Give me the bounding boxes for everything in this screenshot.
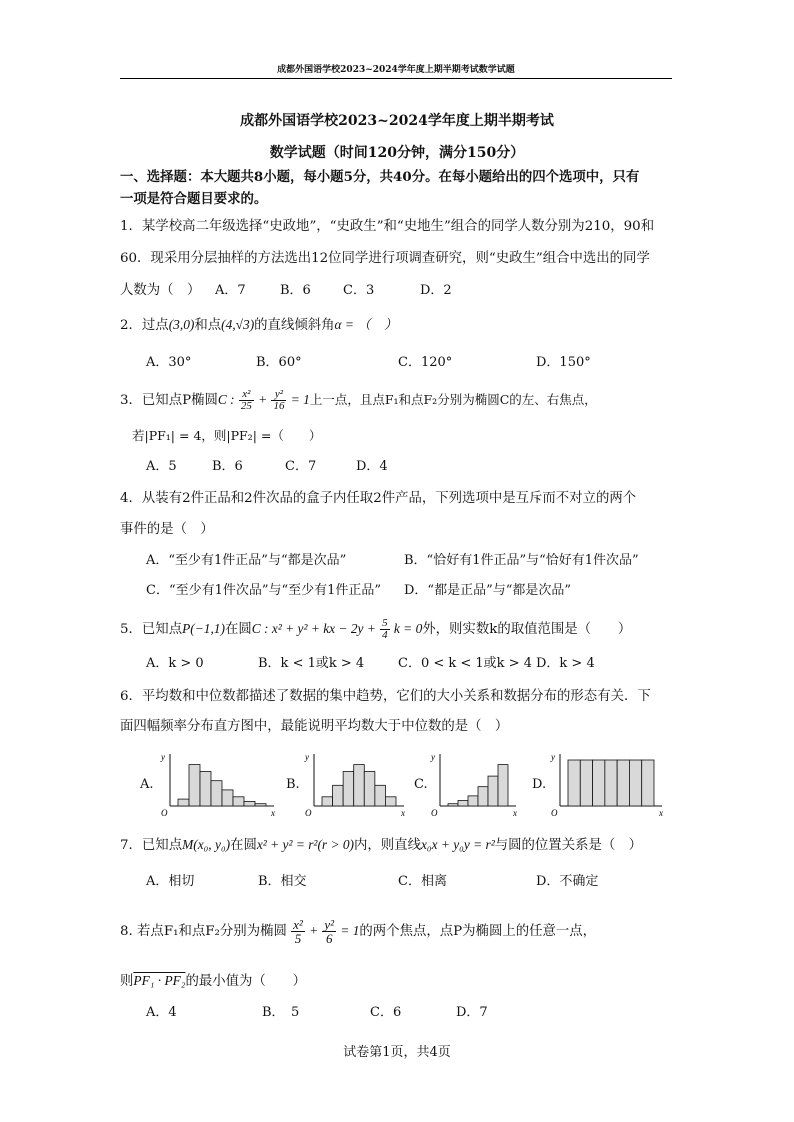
q7-option-a: A．相切 — [146, 874, 195, 889]
q3-line2: 若|PF₁| = 4，则|PF₂| =（ ） — [132, 428, 322, 443]
histogram-bar — [255, 804, 266, 806]
q6-line2: 面四幅频率分布直方图中，最能说明平均数大于中位数的是（ ） — [120, 719, 509, 734]
histogram-bar — [580, 760, 592, 806]
q8-vector-product: PF₁ · PF₂ — [133, 973, 186, 988]
q5-mid: 在圆 — [224, 622, 252, 637]
exam-subtitle: 数学试题（时间120分钟，满分150分） — [269, 145, 525, 161]
q2-mid: 和点 — [194, 318, 222, 333]
histogram-bar — [244, 801, 255, 806]
q3-option-c: C．7 — [285, 459, 317, 474]
q3-frac2-num: y² — [271, 389, 286, 401]
histogram-bar — [178, 799, 189, 806]
histogram-bar — [375, 785, 386, 806]
q1-line3: 人数为（ ） — [120, 283, 201, 298]
q2-alpha: α = （ ） — [334, 317, 398, 332]
q8-suffix: 的两个焦点，点P为椭圆上的任意一点， — [359, 924, 597, 939]
page-header: 成都外国语学校2023~2024学年度上期半期考试数学试题 — [120, 62, 672, 79]
q1-option-b: B．6 — [280, 283, 311, 298]
q8-line2 — [120, 972, 306, 991]
q3-option-d: D．4 — [356, 459, 388, 474]
histogram-bar — [354, 765, 365, 806]
histogram-bar — [468, 796, 478, 806]
q8-line2-prefix: 则 — [120, 974, 134, 989]
q3-option-b: B．6 — [212, 459, 243, 474]
q3-stem — [120, 389, 597, 412]
histogram-bar — [343, 772, 354, 807]
q7-mid2: 内，则直线 — [354, 838, 421, 853]
q2-option-b: B．60° — [256, 355, 302, 370]
exam-title: 成都外国语学校2023~2024学年度上期半期考试 — [240, 113, 554, 129]
q4-option-b: B．“恰好有1件正品”与“恰好有1件次品” — [404, 553, 639, 568]
histogram-bar — [498, 765, 508, 806]
q1-option-c: C．3 — [343, 283, 375, 298]
histogram-bar — [233, 797, 244, 806]
q2-option-c: C．120° — [398, 355, 453, 370]
section-heading-line1: 一、选择题：本大题共8小题，每小题5分，共40分。在每小题给出的四个选项中，只有 — [120, 169, 640, 185]
q7-stem — [120, 836, 642, 855]
q8-prefix: 8. 若点F₁和点F₂分别为椭圆 — [120, 924, 287, 939]
q2-point1: (3,0) — [168, 317, 195, 332]
histogram-bar — [200, 772, 211, 807]
q5-frac-den: 4 — [382, 629, 388, 641]
histogram-bar — [488, 776, 498, 806]
q2-point2: (4,√3) — [221, 317, 255, 332]
q4-option-a: A．“至少有1件正品”与“都是次品” — [146, 553, 347, 568]
q4-line2: 事件的是（ ） — [120, 522, 214, 537]
q8-option-d: D．7 — [456, 1005, 488, 1020]
histogram-bar — [385, 797, 396, 806]
q7-option-d: D．不确定 — [536, 874, 599, 889]
q7-mid: 在圆 — [230, 838, 257, 853]
q8-frac2-den: 6 — [325, 931, 333, 946]
histogram-bar — [189, 765, 200, 806]
histogram-bar — [629, 760, 641, 806]
q7-point: M(x₀, y₀) — [182, 837, 231, 852]
x-axis-label: x — [401, 808, 405, 818]
q3-fraction-x — [239, 389, 254, 412]
q5-point: P(−1,1) — [182, 621, 225, 636]
histogram-bar — [458, 800, 468, 806]
origin-label: O — [551, 808, 558, 818]
q3-eq: = 1 — [290, 392, 310, 407]
q8-stem — [120, 918, 596, 945]
histogram-bar — [222, 790, 233, 806]
histogram-bar — [364, 772, 375, 807]
q8-plus: + — [309, 923, 319, 938]
q5-circle-end: k = 0 — [393, 621, 423, 636]
q8-eq: = 1 — [340, 923, 360, 938]
y-axis-label: y — [431, 752, 435, 762]
histogram-bar — [322, 797, 333, 806]
q6-label-a: A. — [140, 777, 154, 792]
y-axis-label: y — [161, 752, 165, 762]
q6-label-d: D. — [532, 777, 547, 792]
histogram-d — [550, 748, 668, 818]
q3-frac1-num: x² — [239, 389, 254, 401]
q8-fraction-y — [322, 918, 336, 945]
q3-frac1-den: 25 — [240, 400, 252, 412]
q5-stem — [120, 618, 631, 641]
page-footer: 试卷第1页，共4页 — [343, 1045, 451, 1060]
q8-option-a: A．4 — [146, 1005, 177, 1020]
q8-option-b: B． 5 — [262, 1005, 300, 1020]
q5-fraction — [380, 618, 390, 641]
y-axis-label: y — [305, 752, 309, 762]
histogram-bar — [478, 787, 488, 806]
q5-option-a: A．k > 0 — [146, 656, 204, 671]
histogram-bar — [211, 781, 222, 806]
q6-label-b: B. — [286, 777, 300, 792]
q5-option-c: C．0 < k < 1或k > 4 — [398, 656, 532, 671]
q5-suffix: 外，则实数k的取值范围是（ ） — [422, 622, 632, 637]
q3-ellipse-c: C : — [217, 392, 235, 407]
q3-suffix: 上一点，且点F₁和点F₂分别为椭圆C的左、右焦点， — [309, 392, 597, 407]
q7-line-eq: x₀x + y₀y = r² — [420, 837, 495, 852]
q2-option-d: D．150° — [536, 355, 591, 370]
histogram-bar — [642, 760, 654, 806]
q4-option-d: D．“都是正品”与“都是次品” — [404, 583, 572, 598]
x-axis-label: x — [659, 808, 663, 818]
q1-line1: 1．某学校高二年级选择“史政地”，“史政生”和“史地生”组合的同学人数分别为210，90和 — [120, 219, 655, 234]
histogram-bar — [333, 785, 344, 806]
q1-option-a: A．7 — [215, 283, 246, 298]
q8-fraction-x — [291, 918, 305, 945]
q7-suffix: 与圆的位置关系是（ ） — [494, 838, 643, 853]
q4-option-c: C．“至少有1件次品”与“至少有1件正品” — [146, 583, 382, 598]
histogram-b — [304, 748, 410, 818]
q8-line2-suffix: 的最小值为（ ） — [185, 974, 306, 989]
q7-option-b: B．相交 — [258, 874, 307, 889]
q3-prefix: 3．已知点P椭圆 — [120, 393, 218, 408]
q7-circle: x² + y² = r²(r > 0) — [256, 837, 355, 852]
q5-frac-num: 5 — [382, 617, 388, 629]
x-axis-label: x — [271, 808, 275, 818]
origin-label: O — [305, 808, 312, 818]
histogram-a — [160, 748, 280, 818]
q8-frac1-num: x² — [293, 917, 303, 932]
q1-option-d: D．2 — [420, 283, 452, 298]
q3-plus: + — [258, 392, 268, 407]
histogram-bar — [593, 760, 605, 806]
origin-label: O — [161, 808, 168, 818]
section-heading-line2: 一项是符合题目要求的。 — [120, 191, 268, 207]
q7-prefix: 7．已知点 — [120, 838, 183, 853]
q5-option-d: D．k > 4 — [536, 656, 595, 671]
q8-option-c: C．6 — [370, 1005, 402, 1020]
histogram-bar — [568, 760, 580, 806]
q1-line2: 60．现采用分层抽样的方法选出12位同学进行项调查研究，则“史政生”组合中选出的同学 — [120, 251, 650, 266]
histogram-c — [430, 748, 522, 818]
x-axis-label: x — [513, 808, 517, 818]
q2-prefix: 2．过点 — [120, 318, 169, 333]
q6-line1: 6．平均数和中位数都描述了数据的集中趋势，它们的大小关系和数据分布的形态有关．下 — [120, 689, 651, 704]
q3-option-a: A．5 — [146, 459, 177, 474]
y-axis-label: y — [551, 752, 555, 762]
histogram-bar — [448, 804, 458, 806]
q8-frac2-num: y² — [324, 917, 335, 932]
q3-frac2-den: 16 — [273, 400, 285, 412]
q4-line1: 4．从装有2件正品和2件次品的盒子内任取2件产品，下列选项中是互斥而不对立的两个 — [120, 491, 637, 506]
histogram-bar — [617, 760, 629, 806]
origin-label: O — [431, 808, 438, 818]
q5-prefix: 5．已知点 — [120, 622, 183, 637]
q6-label-c: C. — [414, 777, 428, 792]
q8-frac1-den: 5 — [294, 931, 302, 946]
q5-circle: C : x² + y² + kx − 2y + — [251, 621, 376, 636]
q7-option-c: C．相离 — [398, 874, 447, 889]
q2-suffix: 的直线倾斜角 — [254, 318, 335, 333]
q2-stem — [120, 316, 397, 335]
q2-option-a: A．30° — [146, 355, 192, 370]
histogram-bar — [605, 760, 617, 806]
q5-option-b: B．k < 1或k > 4 — [258, 656, 365, 671]
q3-fraction-y — [271, 389, 286, 412]
